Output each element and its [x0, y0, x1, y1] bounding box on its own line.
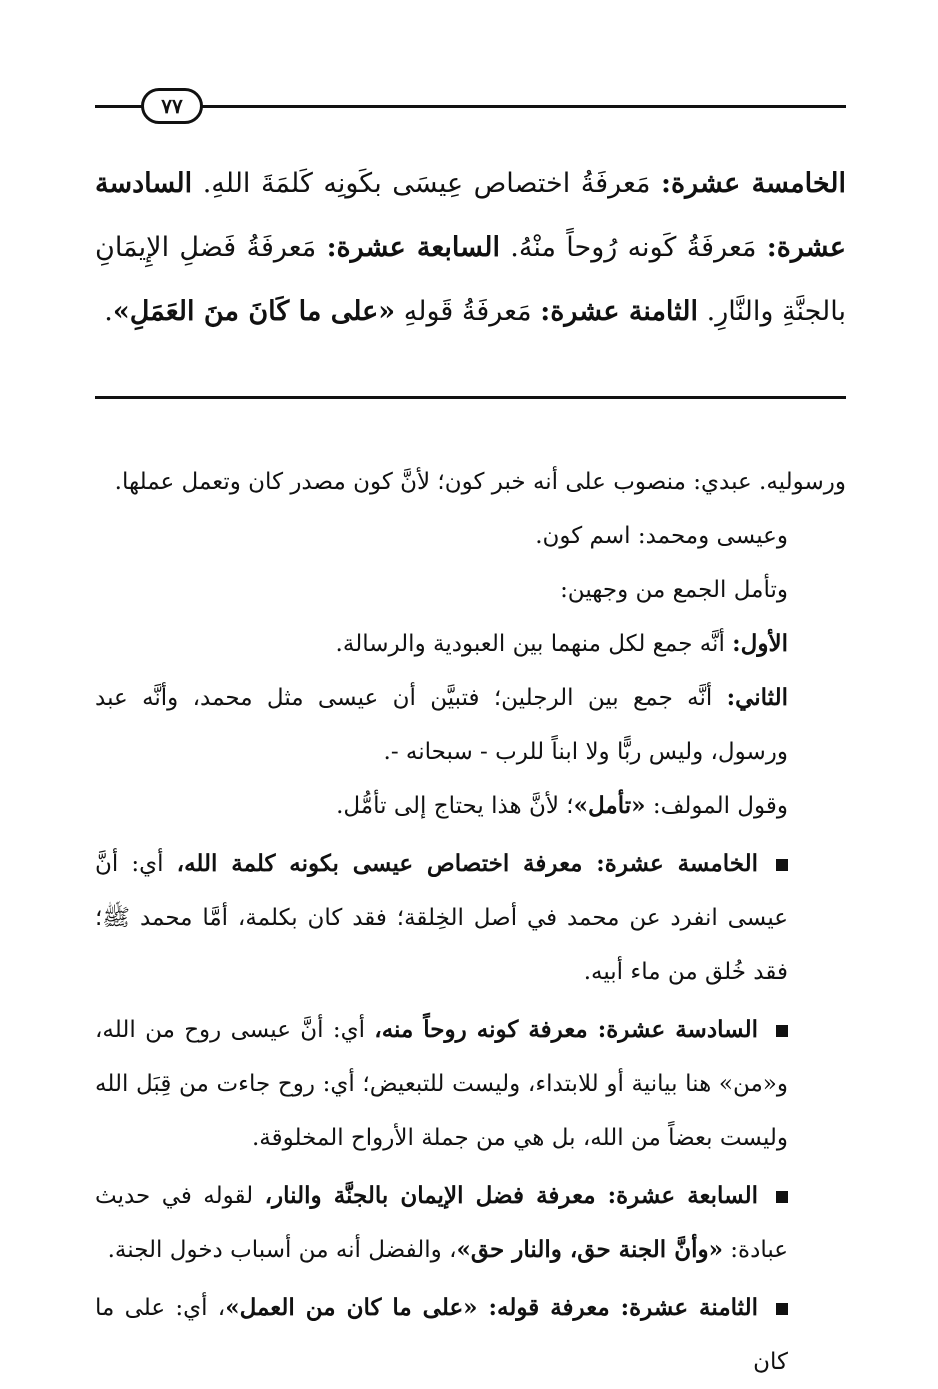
paragraph-heading: السادسة عشرة: معرفة كونه روحاً منه، — [374, 1016, 758, 1043]
matn-text-17: مَعرفَةُ فَضلِ الإِيمَانِ بالجنَّةِ والنَّارِ. — [95, 232, 846, 327]
matn-heading-18: الثامنة عشرة: — [540, 296, 699, 327]
paragraph-heading: السابعة عشرة: معرفة فضل الإيمان بالجنَّة والنار، — [264, 1182, 758, 1209]
paragraph-text: أنَّه جمع بين الرجلين؛ فتبيَّن أن عيسى مثل محمد، وأنَّه عبد ورسول، وليس ربًّا ولا ابناً للرب - سبحانه -. — [95, 685, 788, 765]
matn-quote-18: «على ما كَانَ منَ العَمَلِ» — [112, 296, 396, 327]
paragraph-text: وقول المولف: — [645, 793, 788, 819]
matn-text-15: مَعرفَةُ اختصاص عِيسَى بكَونِه كَلمَةَ اللهِ. — [202, 168, 662, 199]
header-rule — [147, 105, 846, 108]
paragraph — [95, 1169, 846, 1277]
paragraph — [95, 671, 846, 779]
square-bullet-icon — [776, 1303, 788, 1315]
page-header — [95, 86, 846, 120]
paragraph-text: لقوله في حديث عبادة: — [95, 1183, 788, 1263]
paragraph-text: ؛ لأنَّ هذا يحتاج إلى تأمُّل. — [336, 793, 574, 819]
commentary-text — [95, 455, 846, 1389]
paragraph — [95, 1003, 846, 1165]
paragraph: وتأمل الجمع من وجهين: — [560, 577, 788, 603]
paragraph-text: أنَّه جمع لكل منهما بين العبودية والرسالة. — [335, 631, 733, 657]
paragraph-text: أي: أنَّ عيسى روح من الله، و«من» هنا بيانية أو للابتداء، وليست للتبعيض؛ أي: روح جاءت من قِبَل الله وليست بعضاً من الله، بل هي من جملة الأرواح المخلوقة. — [95, 1017, 788, 1151]
quoted-term: «تأمل» — [573, 792, 646, 819]
page-number: ٧٧ — [141, 88, 203, 124]
matn-text-18: مَعرفَةُ قَولهِ — [395, 296, 541, 327]
quoted-term: «على ما كان من العمل» — [225, 1294, 478, 1321]
paragraph — [95, 779, 846, 833]
paragraph-text: أي: أنَّ عيسى انفرد عن محمد في أصل الخِلقة؛ فقد كان بكلمة، أمَّا محمد ﷺ؛ فقد خُلق من ماء أبيه. — [95, 851, 788, 985]
square-bullet-icon — [776, 1191, 788, 1203]
matn-text-16: مَعرفَةُ كَونه رُوحاً منْهُ. — [510, 232, 767, 263]
paragraph-text: ، أي: على ما كان — [95, 1295, 788, 1375]
paragraph-text: ، والفضل أنه من أسباب دخول الجنة. — [107, 1237, 457, 1263]
matn-heading-16: السادسة عشرة: — [95, 168, 846, 263]
paragraph-heading: الثامنة عشرة: معرفة قوله: — [477, 1294, 758, 1321]
book-page — [95, 0, 847, 1375]
paragraph: ورسوليه. عبدي: منصوب على أنه خبر كون؛ لأنَّ كون مصدر كان وتعمل عملها. — [114, 469, 846, 495]
paragraph — [95, 617, 846, 671]
matn-heading-15: الخامسة عشرة: — [661, 168, 847, 199]
paragraph-heading: الأول: — [732, 630, 788, 657]
square-bullet-icon — [776, 1025, 788, 1037]
paragraph: وعيسى ومحمد: اسم كون. — [535, 523, 788, 549]
header-rule-right — [95, 105, 147, 108]
matn-tail-18: . — [104, 296, 113, 327]
section-divider — [95, 396, 846, 399]
paragraph — [95, 837, 846, 999]
paragraph — [95, 1281, 846, 1389]
paragraph-heading: الخامسة عشرة: معرفة اختصاص عيسى بكونه كلمة الله، — [176, 850, 758, 877]
paragraph-heading: الثاني: — [726, 684, 788, 711]
matn-text — [95, 152, 846, 344]
quoted-hadith: «وأنَّ الجنة حق، والنار حق» — [456, 1236, 723, 1263]
square-bullet-icon — [776, 859, 788, 871]
matn-heading-17: السابعة عشرة: — [326, 232, 500, 263]
